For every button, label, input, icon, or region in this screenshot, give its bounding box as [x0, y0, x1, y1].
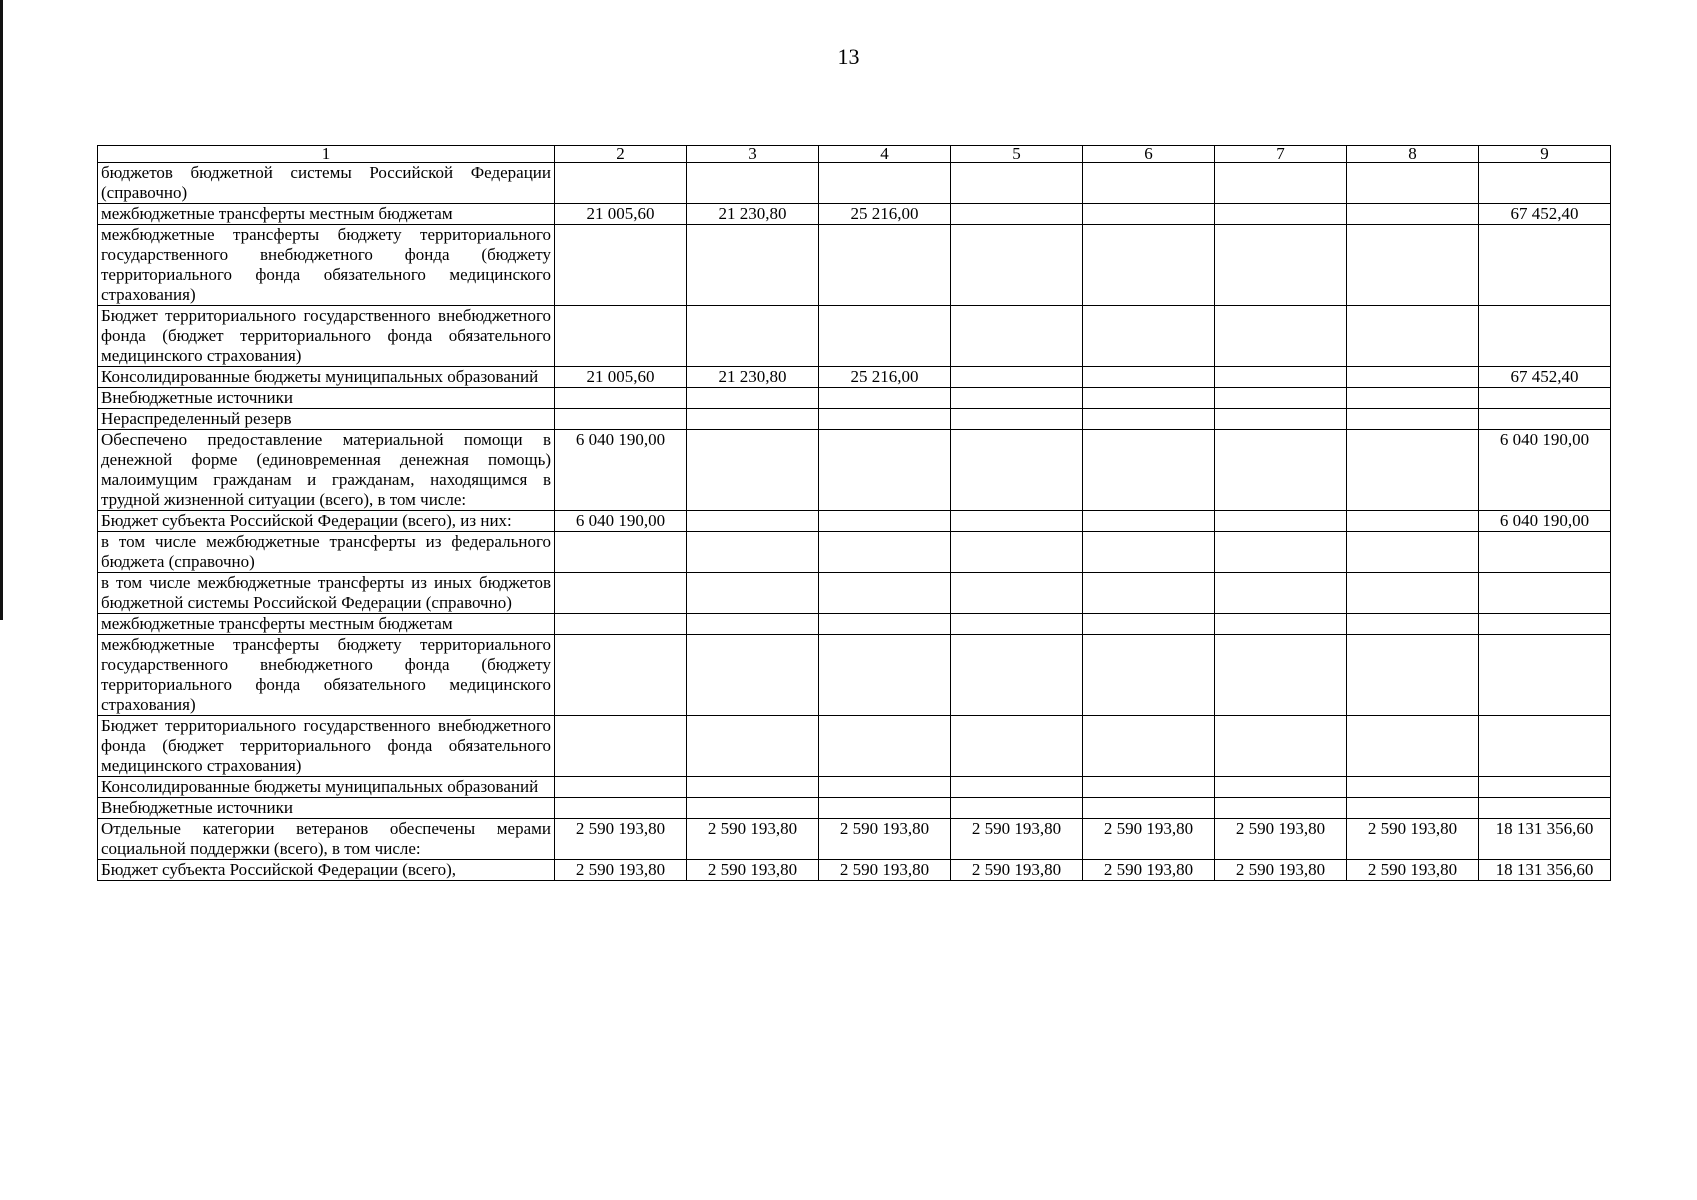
value-cell: 6 040 190,00	[1479, 430, 1611, 511]
value-cell	[951, 388, 1083, 409]
value-cell	[1083, 204, 1215, 225]
value-cell	[819, 614, 951, 635]
value-cell	[951, 777, 1083, 798]
value-cell: 18 131 356,60	[1479, 860, 1611, 881]
value-cell: 18 131 356,60	[1479, 819, 1611, 860]
value-cell	[819, 716, 951, 777]
value-cell: 25 216,00	[819, 367, 951, 388]
value-cell	[687, 511, 819, 532]
value-cell	[1479, 573, 1611, 614]
value-cell	[1083, 306, 1215, 367]
value-cell: 2 590 193,80	[819, 860, 951, 881]
value-cell: 67 452,40	[1479, 367, 1611, 388]
row-label-cell: в том числе межбюджетные трансферты из иных бюджетов бюджетной системы Российской Федерации (справочно)	[98, 573, 555, 614]
table-row	[98, 430, 1611, 511]
value-cell	[555, 798, 687, 819]
value-cell	[819, 306, 951, 367]
column-number-cell: 1	[98, 146, 555, 163]
value-cell	[1215, 532, 1347, 573]
value-cell	[1215, 511, 1347, 532]
budget-table	[97, 145, 1611, 881]
row-label-cell: Отдельные категории ветеранов обеспечены мерами социальной поддержки (всего), в том числе:	[98, 819, 555, 860]
value-cell	[687, 306, 819, 367]
value-cell: 6 040 190,00	[1479, 511, 1611, 532]
table-row	[98, 532, 1611, 573]
value-cell	[951, 716, 1083, 777]
table-row	[98, 860, 1611, 881]
value-cell: 2 590 193,80	[1083, 860, 1215, 881]
value-cell	[819, 573, 951, 614]
value-cell: 2 590 193,80	[819, 819, 951, 860]
value-cell: 2 590 193,80	[687, 819, 819, 860]
value-cell	[1215, 716, 1347, 777]
value-cell	[951, 511, 1083, 532]
value-cell	[1347, 163, 1479, 204]
table-row	[98, 163, 1611, 204]
value-cell	[1347, 409, 1479, 430]
value-cell	[1215, 163, 1347, 204]
table-row	[98, 635, 1611, 716]
value-cell	[819, 532, 951, 573]
column-number-cell: 4	[819, 146, 951, 163]
column-number-cell: 3	[687, 146, 819, 163]
value-cell	[687, 225, 819, 306]
scan-edge-mark	[0, 0, 3, 620]
value-cell	[555, 635, 687, 716]
value-cell	[819, 430, 951, 511]
value-cell	[1215, 306, 1347, 367]
value-cell	[951, 306, 1083, 367]
value-cell	[951, 430, 1083, 511]
value-cell	[555, 306, 687, 367]
value-cell	[951, 367, 1083, 388]
value-cell	[951, 798, 1083, 819]
value-cell	[1347, 532, 1479, 573]
value-cell: 2 590 193,80	[1347, 819, 1479, 860]
value-cell	[1083, 388, 1215, 409]
row-label-cell: Бюджет субъекта Российской Федерации (всего),	[98, 860, 555, 881]
value-cell	[1347, 716, 1479, 777]
value-cell	[1215, 204, 1347, 225]
value-cell	[1347, 511, 1479, 532]
value-cell	[1479, 777, 1611, 798]
value-cell	[819, 798, 951, 819]
value-cell	[1083, 430, 1215, 511]
value-cell	[1479, 163, 1611, 204]
value-cell	[555, 716, 687, 777]
value-cell: 2 590 193,80	[1215, 819, 1347, 860]
table-row	[98, 511, 1611, 532]
value-cell	[1479, 532, 1611, 573]
value-cell	[1083, 716, 1215, 777]
value-cell	[555, 409, 687, 430]
value-cell	[1479, 798, 1611, 819]
row-label-cell: межбюджетные трансферты бюджету территориального государственного внебюджетного фонда (бюджету территориального фонда обязательного медицинского страхования)	[98, 635, 555, 716]
value-cell	[1215, 798, 1347, 819]
value-cell: 21 230,80	[687, 367, 819, 388]
value-cell	[1347, 388, 1479, 409]
value-cell	[951, 225, 1083, 306]
row-label-cell: межбюджетные трансферты бюджету территориального государственного внебюджетного фонда (бюджету территориального фонда обязательного медицинского страхования)	[98, 225, 555, 306]
value-cell	[1479, 716, 1611, 777]
value-cell	[555, 163, 687, 204]
value-cell	[951, 532, 1083, 573]
value-cell	[819, 409, 951, 430]
value-cell: 2 590 193,80	[951, 860, 1083, 881]
table-row	[98, 614, 1611, 635]
value-cell	[1215, 573, 1347, 614]
value-cell	[687, 614, 819, 635]
row-label-cell: Нераспределенный резерв	[98, 409, 555, 430]
value-cell	[1347, 225, 1479, 306]
value-cell	[1347, 798, 1479, 819]
table-row	[98, 409, 1611, 430]
row-label-cell: Бюджет территориального государственного внебюджетного фонда (бюджет территориального фонда обязательного медицинского страхования)	[98, 716, 555, 777]
value-cell	[1215, 614, 1347, 635]
value-cell	[1083, 511, 1215, 532]
table-row	[98, 388, 1611, 409]
value-cell	[1347, 204, 1479, 225]
value-cell: 21 230,80	[687, 204, 819, 225]
value-cell	[555, 573, 687, 614]
value-cell	[1083, 367, 1215, 388]
table-row	[98, 225, 1611, 306]
value-cell	[951, 163, 1083, 204]
column-number-cell: 7	[1215, 146, 1347, 163]
value-cell	[819, 388, 951, 409]
value-cell: 6 040 190,00	[555, 430, 687, 511]
value-cell	[819, 635, 951, 716]
value-cell	[1479, 306, 1611, 367]
row-label-cell: в том числе межбюджетные трансферты из федерального бюджета (справочно)	[98, 532, 555, 573]
value-cell	[1083, 409, 1215, 430]
value-cell	[1083, 163, 1215, 204]
value-cell	[687, 409, 819, 430]
table-row	[98, 798, 1611, 819]
value-cell	[951, 204, 1083, 225]
value-cell	[1215, 225, 1347, 306]
column-number-cell: 9	[1479, 146, 1611, 163]
table-row	[98, 573, 1611, 614]
value-cell	[555, 532, 687, 573]
value-cell: 2 590 193,80	[1215, 860, 1347, 881]
value-cell	[687, 716, 819, 777]
value-cell: 6 040 190,00	[555, 511, 687, 532]
value-cell	[687, 163, 819, 204]
value-cell	[1347, 573, 1479, 614]
page-number: 13	[837, 44, 860, 69]
row-label-cell: Консолидированные бюджеты муниципальных образований	[98, 367, 555, 388]
value-cell	[555, 614, 687, 635]
row-label-cell: Бюджет территориального государственного внебюджетного фонда (бюджет территориального фонда обязательного медицинского страхования)	[98, 306, 555, 367]
value-cell	[951, 409, 1083, 430]
value-cell	[1479, 388, 1611, 409]
row-label-cell: Внебюджетные источники	[98, 388, 555, 409]
value-cell	[819, 511, 951, 532]
value-cell	[687, 532, 819, 573]
table-row	[98, 777, 1611, 798]
value-cell	[1215, 409, 1347, 430]
value-cell	[1347, 306, 1479, 367]
value-cell	[819, 163, 951, 204]
row-label-cell: Бюджет субъекта Российской Федерации (всего), из них:	[98, 511, 555, 532]
column-number-cell: 8	[1347, 146, 1479, 163]
value-cell	[951, 635, 1083, 716]
table-row	[98, 716, 1611, 777]
column-number-row	[98, 146, 1611, 163]
value-cell: 67 452,40	[1479, 204, 1611, 225]
table-body	[98, 146, 1611, 881]
value-cell	[555, 777, 687, 798]
value-cell	[1479, 225, 1611, 306]
value-cell	[687, 798, 819, 819]
value-cell	[1215, 367, 1347, 388]
value-cell: 2 590 193,80	[951, 819, 1083, 860]
value-cell: 2 590 193,80	[687, 860, 819, 881]
value-cell	[555, 225, 687, 306]
column-number-cell: 6	[1083, 146, 1215, 163]
value-cell	[819, 225, 951, 306]
value-cell: 2 590 193,80	[555, 819, 687, 860]
value-cell	[555, 388, 687, 409]
value-cell	[1083, 635, 1215, 716]
value-cell: 2 590 193,80	[1083, 819, 1215, 860]
value-cell	[1347, 635, 1479, 716]
value-cell	[1215, 635, 1347, 716]
value-cell	[687, 573, 819, 614]
value-cell: 25 216,00	[819, 204, 951, 225]
table-row	[98, 306, 1611, 367]
table-row	[98, 204, 1611, 225]
table-row	[98, 367, 1611, 388]
value-cell	[687, 635, 819, 716]
value-cell	[1347, 777, 1479, 798]
value-cell	[687, 430, 819, 511]
value-cell	[951, 573, 1083, 614]
value-cell	[1479, 635, 1611, 716]
value-cell	[1215, 777, 1347, 798]
value-cell	[687, 777, 819, 798]
value-cell	[1215, 430, 1347, 511]
value-cell: 21 005,60	[555, 204, 687, 225]
value-cell	[819, 777, 951, 798]
row-label-cell: бюджетов бюджетной системы Российской Федерации (справочно)	[98, 163, 555, 204]
value-cell	[1215, 388, 1347, 409]
value-cell	[951, 614, 1083, 635]
value-cell	[1347, 430, 1479, 511]
value-cell	[687, 388, 819, 409]
value-cell: 2 590 193,80	[555, 860, 687, 881]
value-cell	[1347, 614, 1479, 635]
value-cell	[1479, 409, 1611, 430]
row-label-cell: Консолидированные бюджеты муниципальных образований	[98, 777, 555, 798]
value-cell	[1347, 367, 1479, 388]
value-cell: 2 590 193,80	[1347, 860, 1479, 881]
row-label-cell: Внебюджетные источники	[98, 798, 555, 819]
table-row	[98, 819, 1611, 860]
value-cell	[1083, 777, 1215, 798]
row-label-cell: межбюджетные трансферты местным бюджетам	[98, 204, 555, 225]
row-label-cell: межбюджетные трансферты местным бюджетам	[98, 614, 555, 635]
value-cell	[1083, 532, 1215, 573]
column-number-cell: 5	[951, 146, 1083, 163]
value-cell	[1083, 798, 1215, 819]
row-label-cell: Обеспечено предоставление материальной помощи в денежной форме (единовременная денежная помощь) малоимущим гражданам и гражданам, находящимся в трудной жизненной ситуации (всего), в том числе:	[98, 430, 555, 511]
value-cell	[1479, 614, 1611, 635]
value-cell	[1083, 225, 1215, 306]
value-cell	[1083, 614, 1215, 635]
value-cell	[1083, 573, 1215, 614]
value-cell: 21 005,60	[555, 367, 687, 388]
column-number-cell: 2	[555, 146, 687, 163]
